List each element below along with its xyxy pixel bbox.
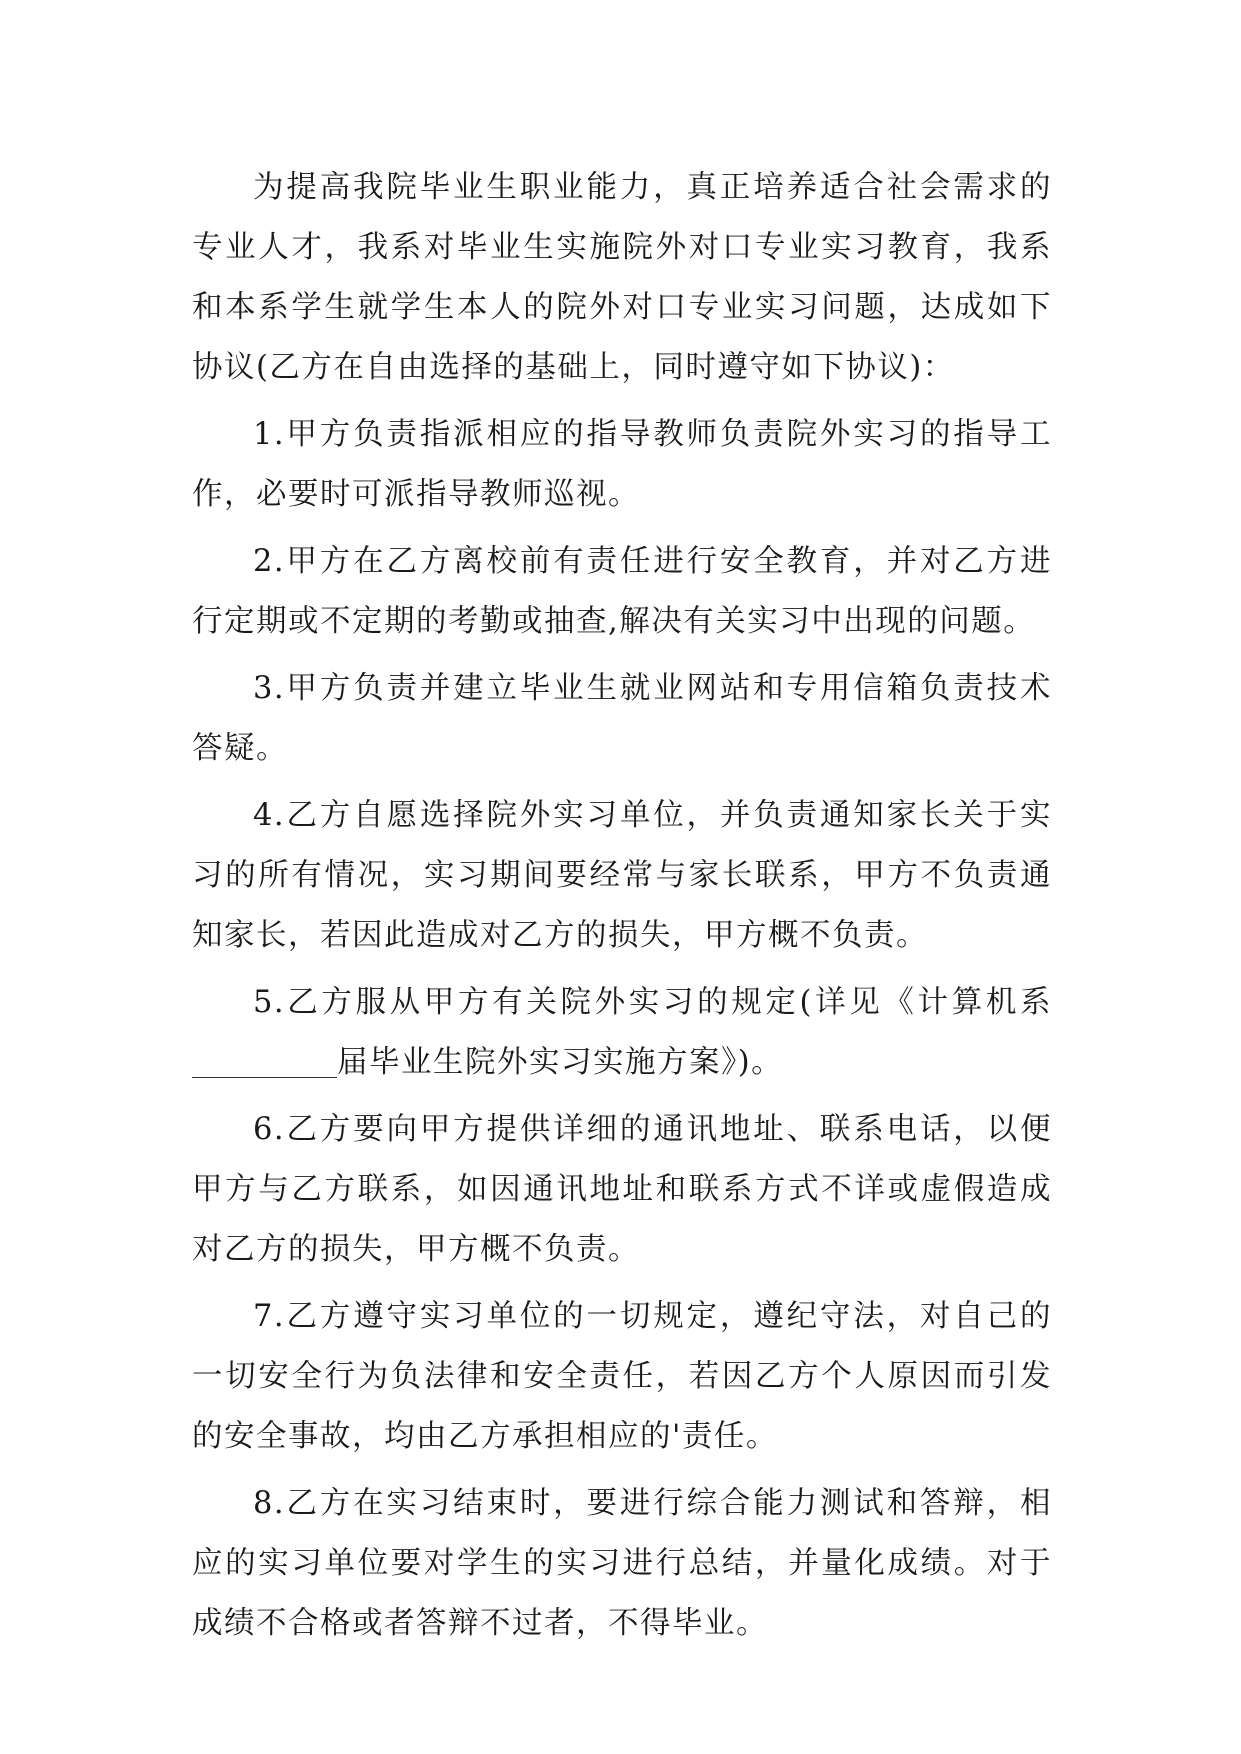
clause-5-text-before: 5.乙方服从甲方有关院外实习的规定(详见《计算机系	[253, 985, 1052, 1020]
document-body	[192, 158, 1052, 1661]
fill-in-blank	[192, 1047, 337, 1078]
clause-1: 1.甲方负责指派相应的指导教师负责院外实习的指导工作，必要时可派指导教师巡视。	[192, 417, 1052, 512]
intro-paragraph: 为提高我院毕业生职业能力，真正培养适合社会需求的专业人才，我系对毕业生实施院外对口专业实习教育，我系和本系学生就学生本人的院外对口专业实习问题，达成如下协议(乙方在自由选择的基础上，同时遵守如下协议)：	[192, 170, 1052, 385]
clause-3: 3.甲方负责并建立毕业生就业网站和专用信箱负责技术答疑。	[192, 671, 1052, 766]
clause-4: 4.乙方自愿选择院外实习单位，并负责通知家长关于实习的所有情况，实习期间要经常与家长联系，甲方不负责通知家长，若因此造成对乙方的损失，甲方概不负责。	[192, 798, 1052, 953]
clause-5	[192, 973, 1052, 1093]
clause-5-text-after: 届毕业生院外实习实施方案》)。	[337, 1045, 784, 1080]
clause-2: 2.甲方在乙方离校前有责任进行安全教育，并对乙方进行定期或不定期的考勤或抽查,解决有关实习中出现的问题。	[192, 544, 1052, 639]
clause-8: 8.乙方在实习结束时，要进行综合能力测试和答辩，相应的实习单位要对学生的实习进行总结，并量化成绩。对于成绩不合格或者答辩不过者，不得毕业。	[192, 1486, 1052, 1641]
clause-7: 7.乙方遵守实习单位的一切规定，遵纪守法，对自己的一切安全行为负法律和安全责任，若因乙方个人原因而引发的安全事故，均由乙方承担相应的'责任。	[192, 1299, 1052, 1454]
clause-6: 6.乙方要向甲方提供详细的通讯地址、联系电话，以便甲方与乙方联系，如因通讯地址和联系方式不详或虚假造成对乙方的损失，甲方概不负责。	[192, 1112, 1052, 1267]
